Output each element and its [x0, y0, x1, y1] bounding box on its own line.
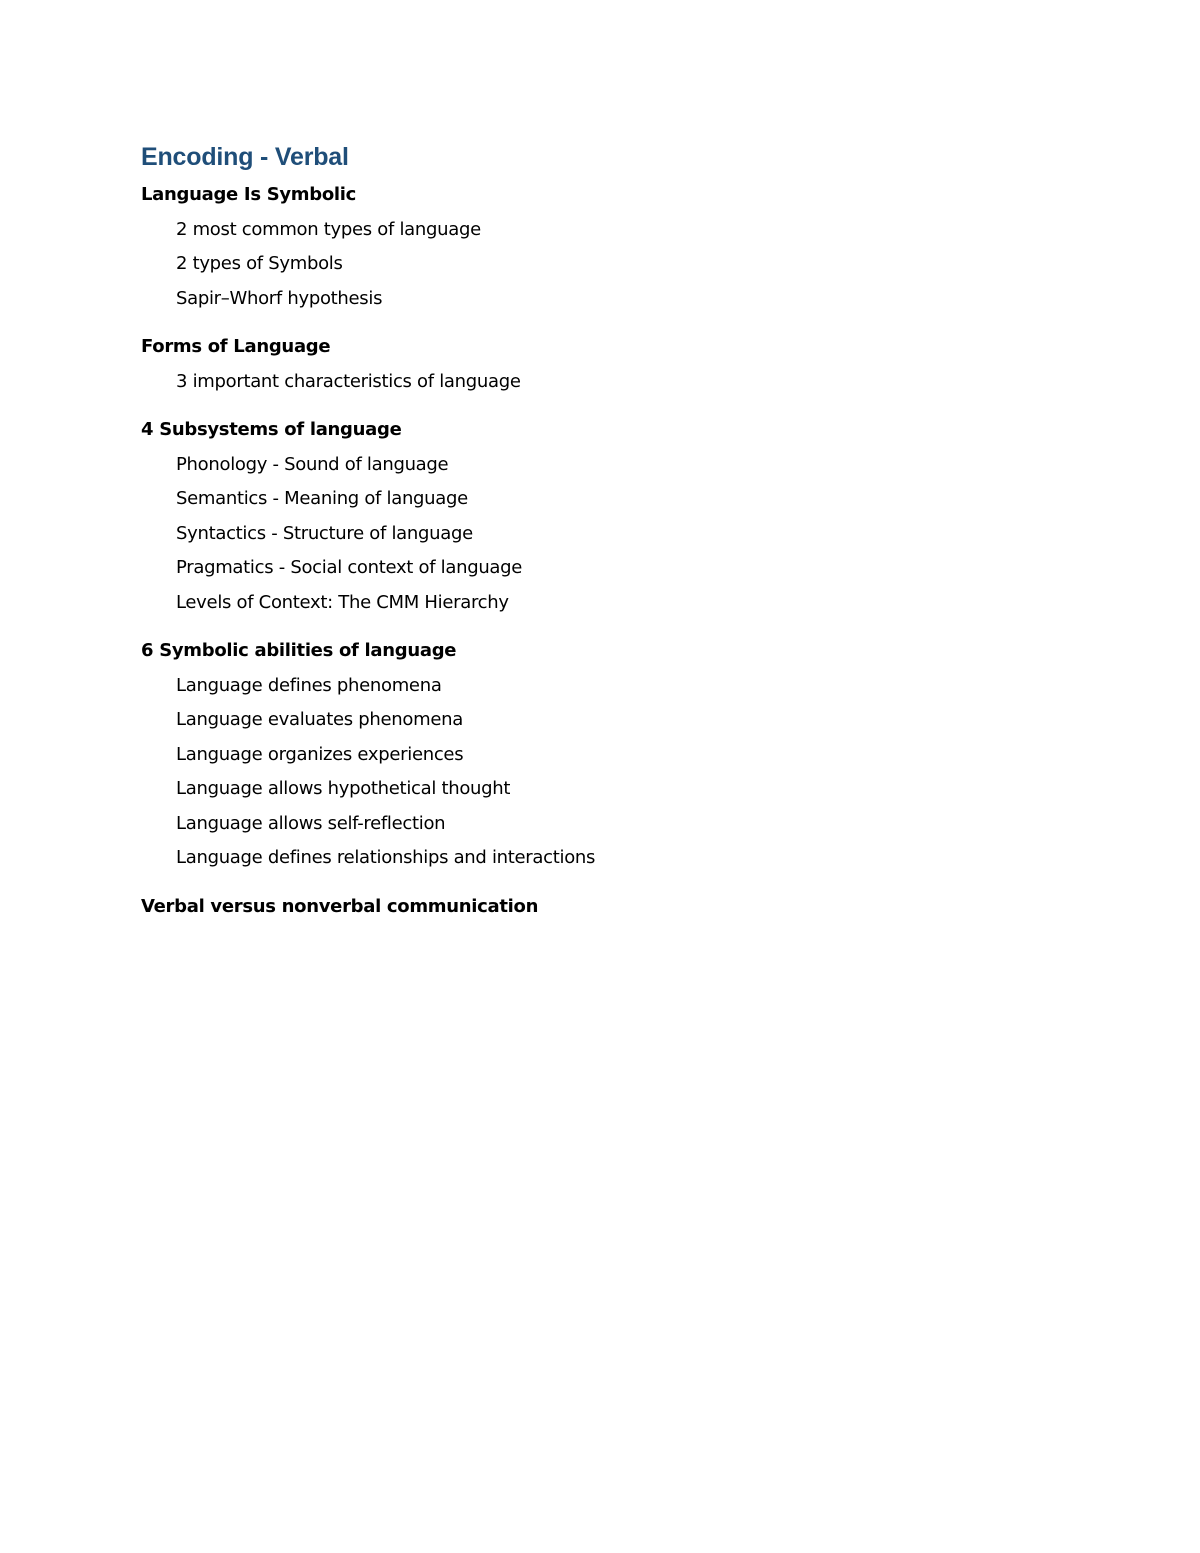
section-heading: 6 Symbolic abilities of language — [141, 640, 457, 661]
section-heading: Verbal versus nonverbal communication — [141, 895, 539, 917]
list-item: Semantics - Meaning of language — [176, 488, 468, 509]
section-verbal-vs-nonverbal — [141, 890, 1041, 925]
section-item-list — [141, 213, 1041, 317]
section-language-is-symbolic — [141, 178, 1041, 316]
list-item: 2 most common types of language — [176, 218, 481, 240]
list-item: Language organizes experiences — [176, 743, 464, 765]
list-item: Language allows self-reflection — [176, 812, 446, 834]
list-item: Pragmatics - Social context of language — [176, 557, 523, 578]
list-item: Phonology - Sound of language — [176, 453, 449, 475]
list-item: Language defines relationships and interactions — [176, 847, 596, 868]
list-item: Levels of Context: The CMM Hierarchy — [176, 591, 509, 613]
section-item-list — [141, 669, 1041, 876]
list-item: Language evaluates phenomena — [176, 709, 463, 730]
list-item: Language defines phenomena — [176, 674, 442, 696]
section-heading: Forms of Language — [141, 336, 331, 357]
section-item-list — [141, 448, 1041, 621]
section-forms-of-language — [141, 330, 1041, 399]
list-item: 3 important characteristics of language — [176, 370, 521, 392]
list-item: Syntactics - Structure of language — [176, 522, 473, 544]
document-content — [141, 140, 1041, 938]
section-symbolic-abilities — [141, 634, 1041, 876]
document-title: Encoding - Verbal — [141, 143, 349, 171]
list-item: 2 types of Symbols — [176, 253, 343, 274]
section-item-list — [141, 365, 1041, 400]
list-item: Language allows hypothetical thought — [176, 778, 511, 799]
list-item: Sapir–Whorf hypothesis — [176, 287, 383, 309]
section-heading: Language Is Symbolic — [141, 184, 357, 205]
section-heading: 4 Subsystems of language — [141, 419, 402, 440]
section-subsystems-of-language — [141, 413, 1041, 620]
